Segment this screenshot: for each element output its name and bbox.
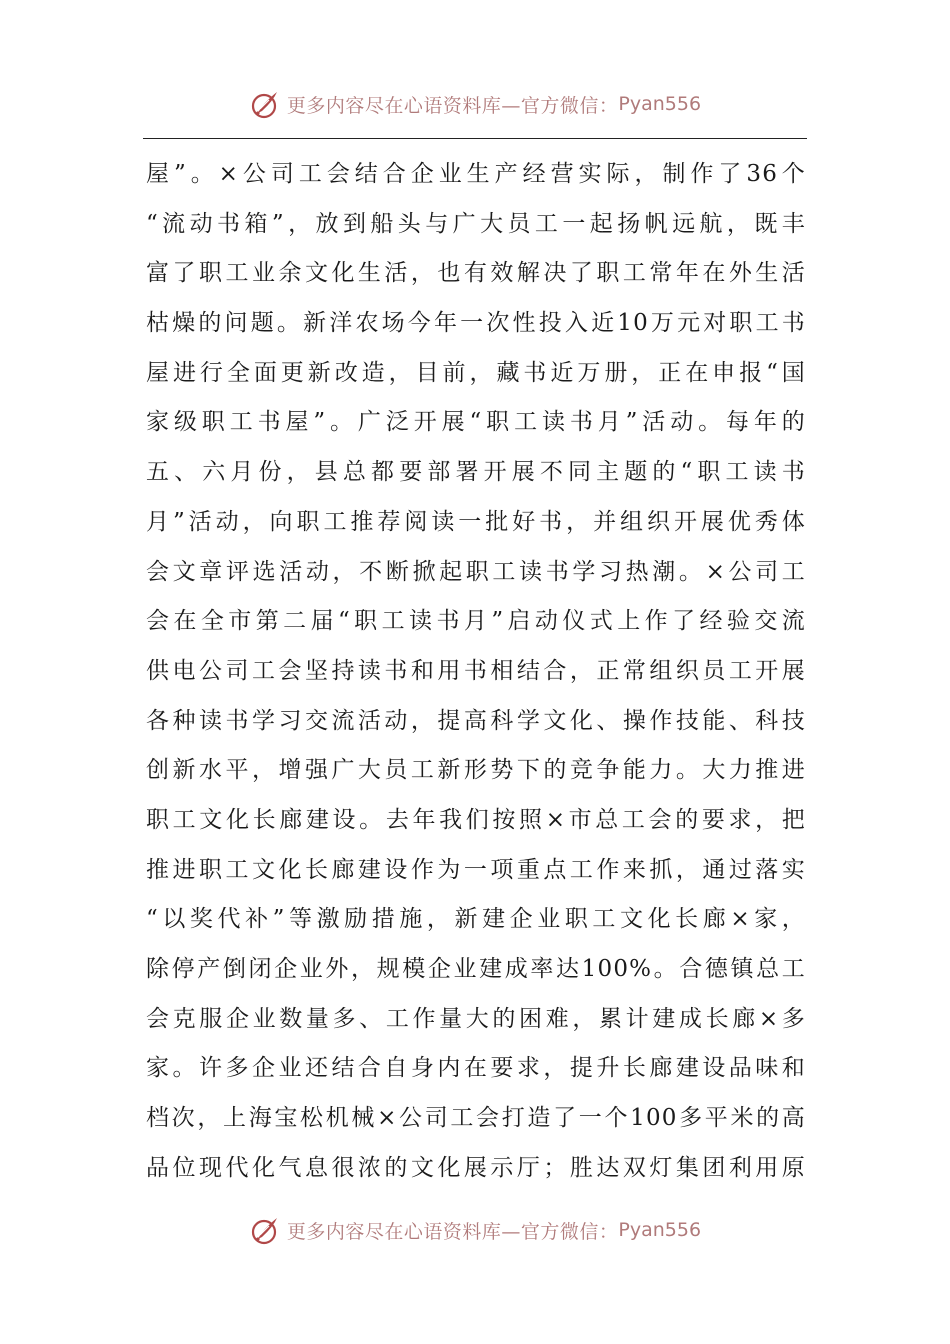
footer-banner xyxy=(0,1210,950,1250)
body-line: “流动书箱”，放到船头与广大员工一起扬帆远航，既丰 xyxy=(146,210,806,237)
quill-pen-logo-icon xyxy=(249,1213,283,1247)
body-line: 除停产倒闭企业外，规模企业建成率达100%。合德镇总工 xyxy=(146,956,806,982)
body-line: 富了职工业余文化生活，也有效解决了职工常年在外生活 xyxy=(146,260,806,287)
body-line: 创新水平，增强广大员工新形势下的竞争能力。大力推进 xyxy=(146,757,806,784)
body-line: 各种读书学习交流活动，提高科学文化、操作技能、科技 xyxy=(146,707,806,734)
header-slogan: 更多内容尽在心语资料库—官方微信： xyxy=(286,94,619,117)
body-line: 屋”。×公司工会结合企业生产经营实际，制作了36个 xyxy=(146,161,806,187)
body-line: 会文章评选活动，不断掀起职工读书学习热潮。×公司工 xyxy=(146,558,806,585)
body-line: 推进职工文化长廊建设作为一项重点工作来抓，通过落实 xyxy=(146,856,806,883)
body-line: 职工文化长廊建设。去年我们按照×市总工会的要求，把 xyxy=(146,806,806,833)
quill-pen-logo-icon xyxy=(249,87,283,121)
body-line: 供电公司工会坚持读书和用书相结合，正常组织员工开展 xyxy=(146,657,806,684)
body-line: 会在全市第二届“职工读书月”启动仪式上作了经验交流 xyxy=(146,608,806,635)
body-line: 家。许多企业还结合自身内在要求，提升长廊建设品味和 xyxy=(146,1055,806,1082)
document-body xyxy=(146,150,806,1193)
body-line: 家级职工书屋”。广泛开展“职工读书月”活动。每年的 xyxy=(146,409,806,436)
header-banner xyxy=(0,84,950,124)
body-line: 档次，上海宝松机械×公司工会打造了一个100多平米的高 xyxy=(146,1105,806,1132)
body-line: 会克服企业数量多、工作量大的困难，累计建成长廊×多 xyxy=(146,1005,806,1032)
header-divider xyxy=(143,138,807,139)
body-line: 五、六月份，县总都要部署开展不同主题的“职工读书 xyxy=(146,459,806,486)
body-line: 枯燥的问题。新洋农场今年一次性投入近10万元对职工书 xyxy=(146,310,806,337)
body-line: 品位现代化气息很浓的文化展示厅；胜达双灯集团利用原 xyxy=(146,1154,806,1181)
header-wechat-id: Pyan556 xyxy=(618,93,702,115)
body-line: “以奖代补”等激励措施，新建企业职工文化长廊×家， xyxy=(146,906,806,933)
footer-wechat-id: Pyan556 xyxy=(618,1219,702,1241)
footer-slogan: 更多内容尽在心语资料库—官方微信： xyxy=(286,1220,619,1243)
body-line: 屋进行全面更新改造，目前，藏书近万册，正在申报“国 xyxy=(146,359,806,386)
body-line: 月”活动，向职工推荐阅读一批好书，并组织开展优秀体 xyxy=(146,508,806,535)
